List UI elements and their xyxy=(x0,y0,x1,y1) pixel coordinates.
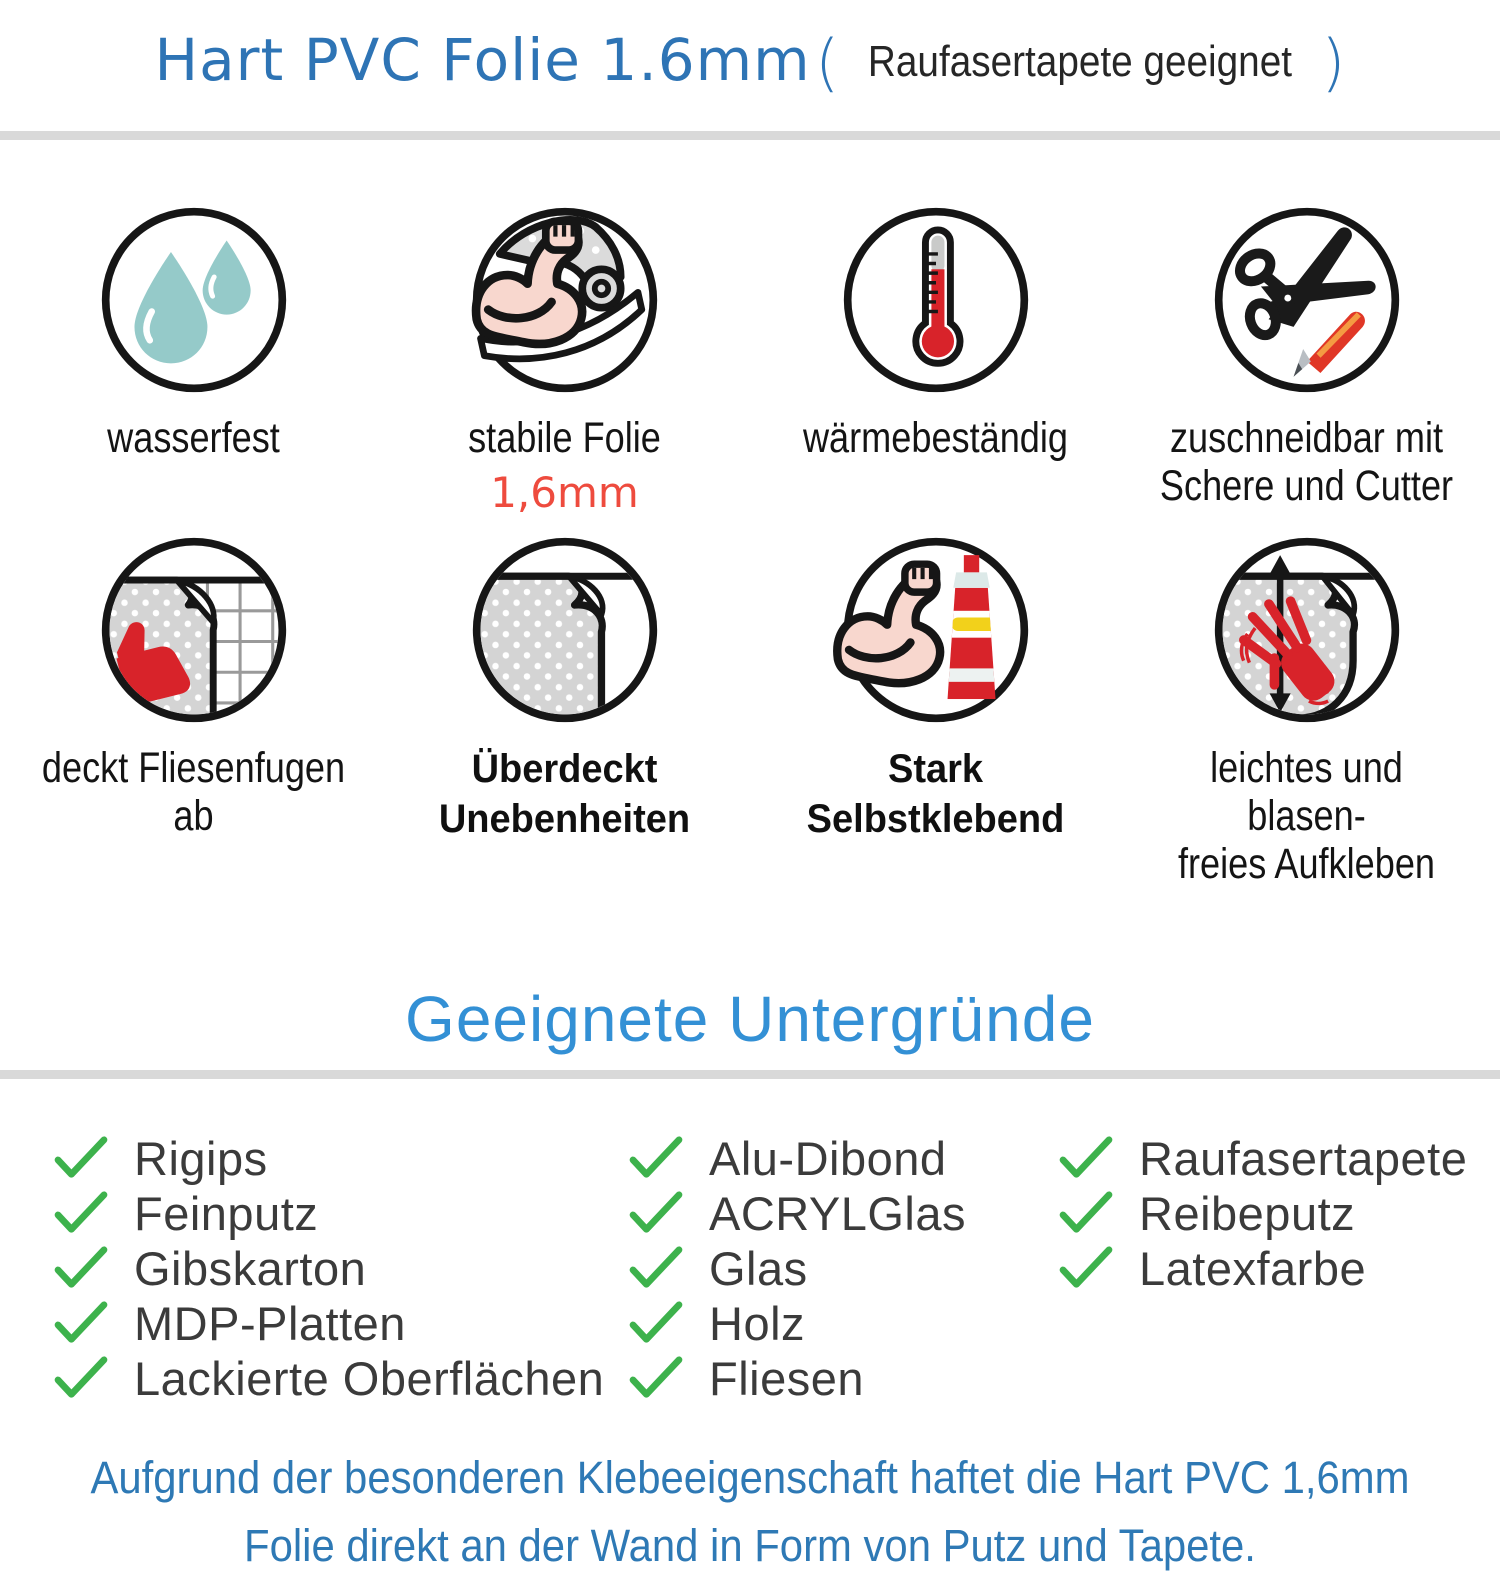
list-item: Lackierte Oberflächen xyxy=(52,1355,627,1401)
paren-close: ) xyxy=(1321,26,1346,99)
feature-caption: leichtes und blasen- freies Aufkleben xyxy=(1177,744,1436,889)
check-icon xyxy=(627,1300,685,1346)
check-icon xyxy=(627,1245,685,1291)
check-icon xyxy=(52,1355,110,1401)
feature-caption: Stark Selbstklebend xyxy=(806,747,1065,841)
substrate-column-1 xyxy=(52,1131,627,1410)
thermometer-icon xyxy=(840,204,1032,396)
page-subtitle: Raufasertapete geeignet xyxy=(868,37,1293,86)
muscle-glue-tube-icon xyxy=(840,534,1032,726)
list-item: Reibeputz xyxy=(1057,1190,1500,1236)
feature-bubble-free xyxy=(1121,534,1492,888)
water-drops-icon xyxy=(98,204,290,396)
thickness-note: 1,6mm xyxy=(490,468,639,518)
feature-caption: deckt Fliesenfugen ab xyxy=(41,744,346,841)
feature-stable-foil xyxy=(379,204,750,534)
list-item: Latexfarbe xyxy=(1057,1245,1500,1291)
check-icon xyxy=(52,1300,110,1346)
page-title: Hart PVC Folie 1.6mm xyxy=(154,26,811,94)
feature-covers-tile-joints xyxy=(8,534,379,888)
feature-caption: wärmebeständig xyxy=(802,414,1069,462)
list-item: ACRYLGlas xyxy=(627,1190,1057,1236)
list-item: Gibskarton xyxy=(52,1245,627,1291)
list-item: Raufasertapete xyxy=(1057,1135,1500,1181)
feature-caption: stabile Folie xyxy=(468,414,661,462)
feature-covers-unevenness xyxy=(379,534,750,888)
list-item: Glas xyxy=(627,1245,1057,1291)
list-item: Fliesen xyxy=(627,1355,1057,1401)
check-icon xyxy=(1057,1190,1115,1236)
check-icon xyxy=(627,1355,685,1401)
feature-cuttable xyxy=(1121,204,1492,534)
list-item: Feinputz xyxy=(52,1190,627,1236)
check-icon xyxy=(1057,1245,1115,1291)
check-icon xyxy=(52,1245,110,1291)
feature-waterproof xyxy=(8,204,379,534)
section-title: Geeignete Untergründe xyxy=(405,983,1095,1056)
muscle-arm-foil-icon xyxy=(469,204,661,396)
substrate-column-2 xyxy=(627,1131,1057,1410)
footer-line-2: Folie direkt an der Wand in Form von Putz und Tapete. xyxy=(244,1519,1256,1571)
list-item: Alu-Dibond xyxy=(627,1135,1057,1181)
scissors-cutter-icon xyxy=(1211,204,1403,396)
check-icon xyxy=(627,1135,685,1181)
footer-line-1: Aufgrund der besonderen Klebeeigenschaft haftet die Hart PVC 1,6mm xyxy=(90,1452,1410,1504)
divider-middle xyxy=(0,1070,1500,1079)
feature-self-adhesive xyxy=(750,534,1121,888)
check-icon xyxy=(1057,1135,1115,1181)
feature-row-2 xyxy=(0,534,1500,888)
thumb-up-tiles-icon xyxy=(98,534,290,726)
divider-top xyxy=(0,131,1500,140)
list-item: Holz xyxy=(627,1300,1057,1346)
feature-row-1 xyxy=(0,204,1500,534)
list-item: MDP-Platten xyxy=(52,1300,627,1346)
footer-note xyxy=(53,1444,1448,1579)
hand-smoothing-icon xyxy=(1211,534,1403,726)
feature-heat-resistant xyxy=(750,204,1121,534)
list-item: Rigips xyxy=(52,1135,627,1181)
feature-caption: wasserfest xyxy=(107,414,280,462)
substrate-lists xyxy=(0,1131,1500,1410)
check-icon xyxy=(627,1190,685,1236)
foil-fold-icon xyxy=(469,534,661,726)
check-icon xyxy=(52,1190,110,1236)
check-icon xyxy=(52,1135,110,1181)
feature-caption: zuschneidbar mit Schere und Cutter xyxy=(1159,414,1454,511)
feature-caption: Überdeckt Unebenheiten xyxy=(438,747,691,841)
header xyxy=(0,0,1500,99)
paren-open: ( xyxy=(815,26,840,99)
substrate-column-3 xyxy=(1057,1131,1500,1410)
